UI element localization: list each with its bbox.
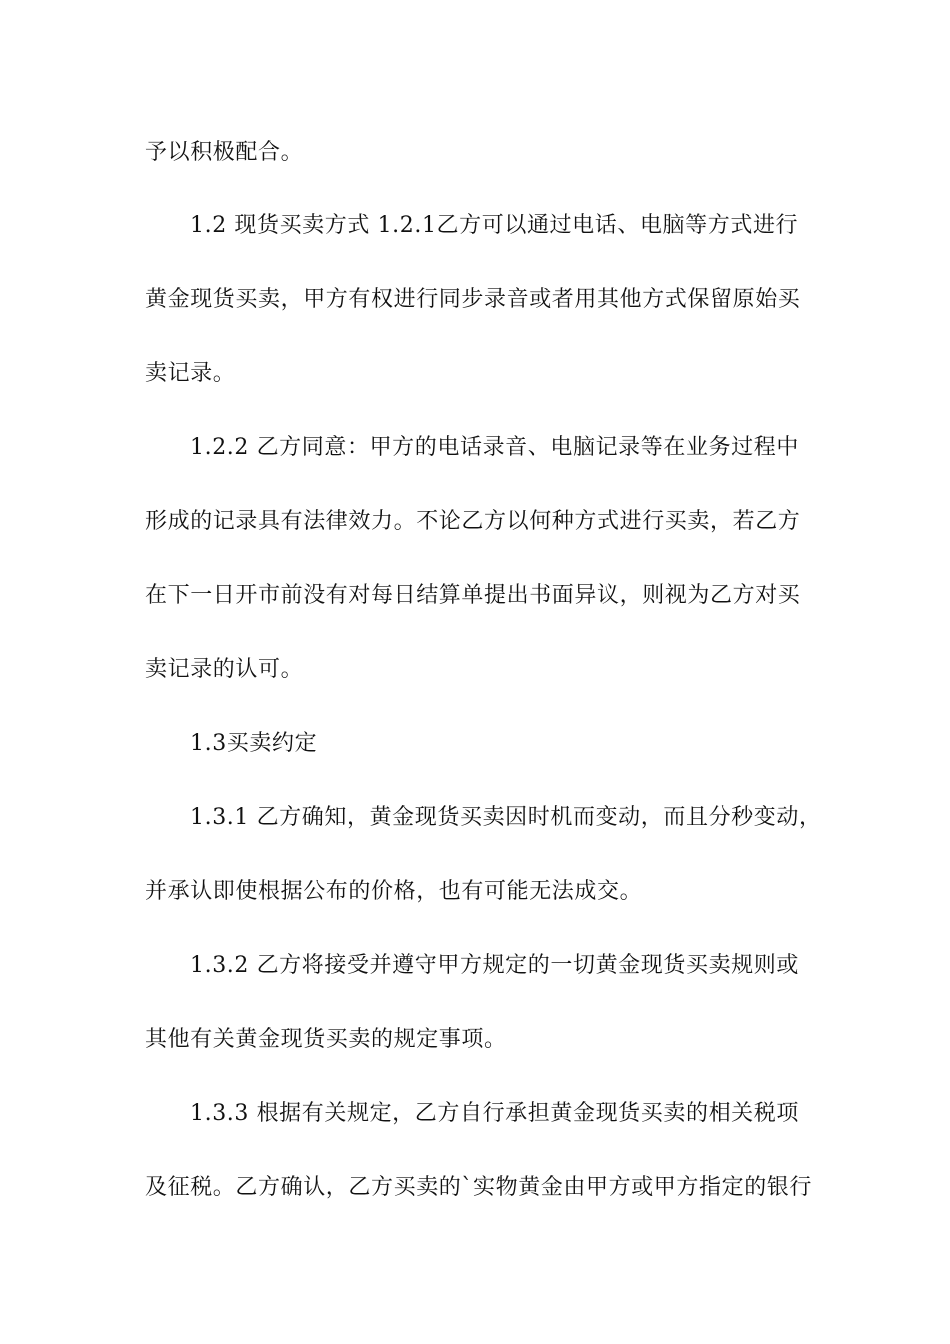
text-line: 予以积极配合。	[145, 140, 304, 165]
text-line: 1.3.3 根据有关规定，乙方自行承担黄金现货买卖的相关税项	[190, 1101, 799, 1126]
text-line: 1.3.2 乙方将接受并遵守甲方规定的一切黄金现货买卖规则或	[190, 953, 799, 978]
text-line: 1.3.1 乙方确知，黄金现货买卖因时机而变动，而且分秒变动，	[190, 805, 822, 830]
text-line: 卖记录的认可。	[145, 657, 304, 682]
text-line: 卖记录。	[145, 361, 236, 386]
text-line: 1.2.2 乙方同意：甲方的电话录音、电脑记录等在业务过程中	[190, 435, 799, 460]
text-line: 并承认即使根据公布的价格，也有可能无法成交。	[145, 879, 643, 904]
text-line: 其他有关黄金现货买卖的规定事项。	[145, 1027, 507, 1052]
text-line: 黄金现货买卖，甲方有权进行同步录音或者用其他方式保留原始买	[145, 287, 801, 312]
text-line: 1.2 现货买卖方式 1.2.1乙方可以通过电话、电脑等方式进行	[190, 213, 799, 238]
text-line: 1.3买卖约定	[190, 731, 318, 756]
text-line: 形成的记录具有法律效力。不论乙方以何种方式进行买卖，若乙方	[145, 509, 801, 534]
text-line: 及征税。乙方确认，乙方买卖的`实物黄金由甲方或甲方指定的银行	[145, 1175, 813, 1200]
text-line: 在下一日开市前没有对每日结算单提出书面异议，则视为乙方对买	[145, 583, 801, 608]
